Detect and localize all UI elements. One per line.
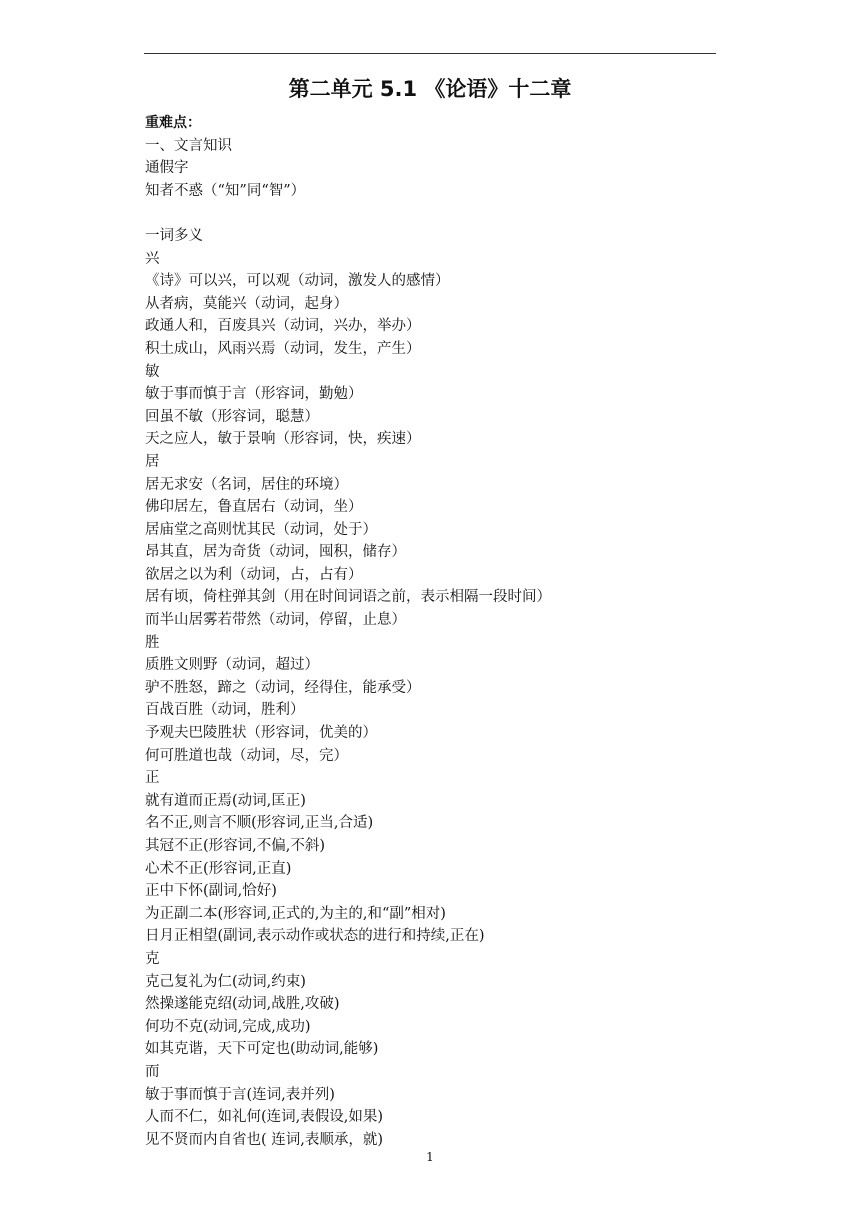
text-line: 如其克谐，天下可定也(助动词,能够): [145, 1041, 379, 1058]
text-line: 居: [145, 453, 160, 470]
text-line: 政通人和，百废具兴（动词，兴办，举办）: [145, 318, 421, 335]
text-line: 质胜文则野（动词，超过）: [145, 657, 319, 674]
text-line: 一、文言知识: [145, 137, 232, 154]
text-line: 予观夫巴陵胜状（形容词，优美的）: [145, 725, 377, 742]
page-number: 1: [426, 1150, 434, 1164]
text-line: 居有顷，倚柱弹其剑（用在时间词语之前，表示相隔一段时间）: [145, 589, 551, 606]
text-line: 而半山居雾若带然（动词，停留，止息）: [145, 612, 406, 629]
text-line: 《诗》可以兴，可以观（动词，激发人的感情）: [145, 273, 450, 290]
text-line: 欲居之以为利（动词，占，占有）: [145, 566, 363, 583]
text-line: 为正副二本(形容词,正式的,为主的,和“副”相对): [145, 905, 446, 922]
text-line: 回虽不敏（形容词，聪慧）: [145, 408, 319, 425]
section-heading: 重难点：: [145, 115, 201, 131]
header-rule: [144, 53, 716, 54]
text-line: 通假字: [145, 160, 189, 177]
text-line: 兴: [145, 250, 160, 267]
text-line: 百战百胜（动词，胜利）: [145, 702, 305, 719]
text-line: 正: [145, 770, 160, 787]
text-line: 敏于事而慎于言（形容词，勤勉）: [145, 386, 363, 403]
text-line: 心术不正(形容词,正直): [145, 860, 292, 877]
text-line: 居无求安（名词，居住的环境）: [145, 476, 348, 493]
text-line: 而: [145, 1063, 160, 1080]
document-body: [145, 112, 745, 1151]
text-line: 敏于事而慎于言(连词,表并列): [145, 1086, 335, 1103]
text-line: 居庙堂之高则忧其民（动词，处于）: [145, 521, 377, 538]
text-line: 天之应人，敏于景响（形容词，快，疾速）: [145, 431, 421, 448]
text-line: 见不贤而内自省也( 连词,表顺承，就): [145, 1131, 384, 1148]
text-line: 名不正,则言不顺(形容词,正当,合适): [145, 815, 374, 832]
text-line: 一词多义: [145, 227, 203, 244]
text-line: 积土成山，风雨兴焉（动词，发生，产生）: [145, 340, 421, 357]
text-line: 从者病，莫能兴（动词，起身）: [145, 295, 348, 312]
text-line: 昂其直，居为奇货（动词，囤积，储存）: [145, 544, 406, 561]
text-line: 克己复礼为仁(动词,约束): [145, 973, 306, 990]
text-line: 人而不仁，如礼何(连词,表假设,如果): [145, 1109, 384, 1126]
text-line: 正中下怀(副词,恰好): [145, 883, 277, 900]
page-title: 第二单元 5.1 《论语》十二章: [288, 77, 572, 101]
text-line: 然操遂能克绍(动词,战胜,攻破): [145, 996, 340, 1013]
text-line: 就有道而正焉(动词,匡正): [145, 792, 306, 809]
text-line: 克: [145, 950, 160, 967]
text-line: 日月正相望(副词,表示动作或状态的进行和持续,正在): [145, 928, 485, 945]
text-line: 何可胜道也哉（动词，尽，完）: [145, 747, 348, 764]
text-line: 何功不克(动词,完成,成功): [145, 1018, 311, 1035]
text-line: 敏: [145, 363, 160, 380]
text-line: 胜: [145, 634, 160, 651]
text-line: 佛印居左，鲁直居右（动词，坐）: [145, 499, 363, 516]
text-line: 其冠不正(形容词,不偏,不斜): [145, 838, 326, 854]
text-line: 驴不胜怒，蹄之（动词，经得住，能承受）: [145, 679, 421, 696]
text-line: 知者不惑（“知”同“智”）: [145, 182, 306, 199]
text-line: [145, 202, 745, 225]
